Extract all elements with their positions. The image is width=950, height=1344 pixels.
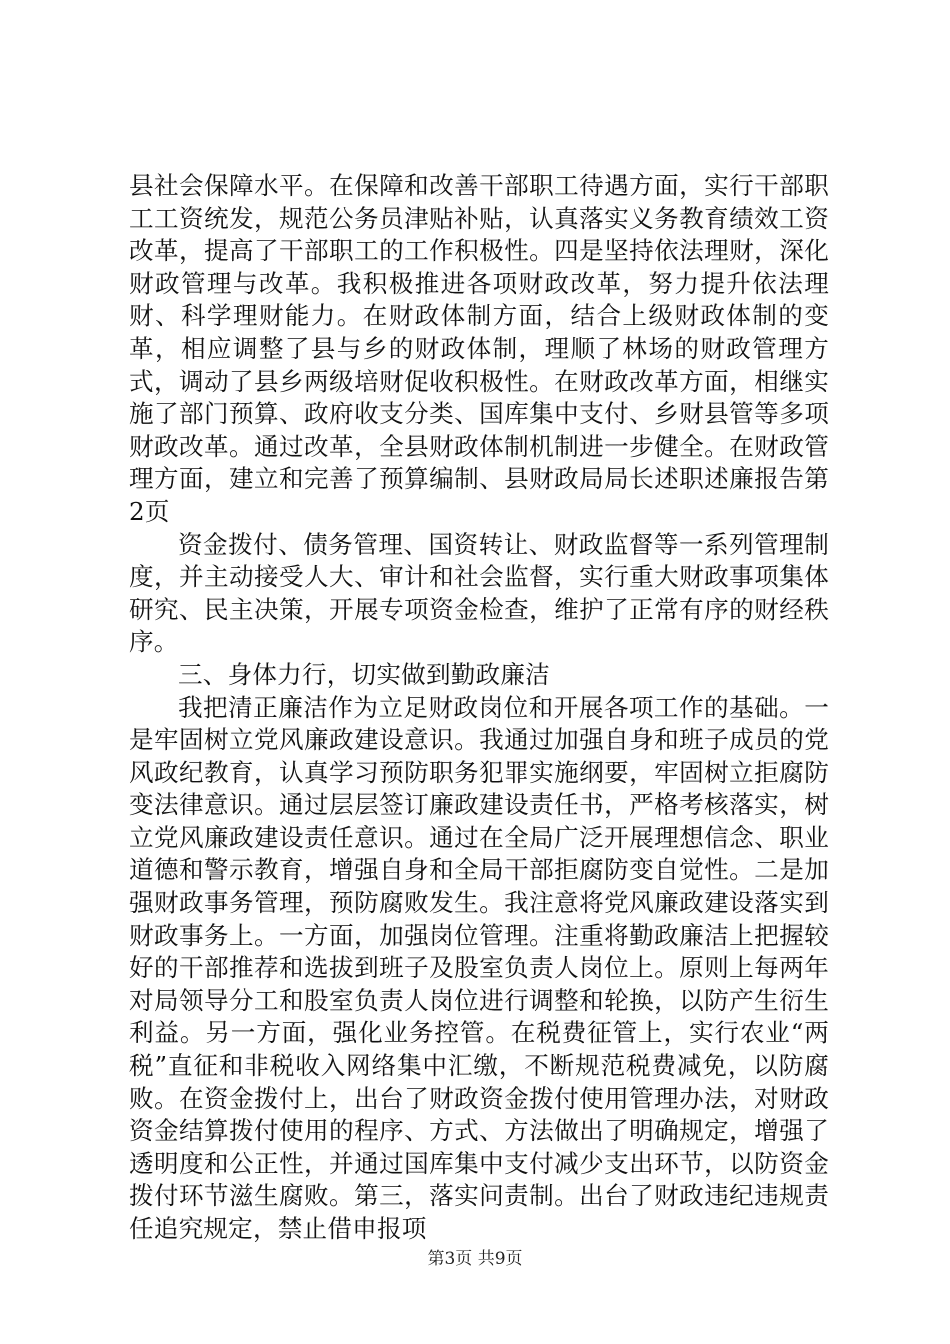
paragraph: 资金拨付、债务管理、国资转让、财政监督等一系列管理制度，并主动接受人大、审计和社会监督，实行重大财政事项集体研究、民主决策，开展专项资金检查，维护了正常有序的财经秩序。 — [129, 529, 829, 657]
section-heading: 三、身体力行，切实做到勤政廉洁 — [178, 659, 550, 689]
paragraph: 我把清正廉洁作为立足财政岗位和开展各项工作的基础。一是牢固树立党风廉政建设意识。我通过加强自身和班子成员的党风政纪教育，认真学习预防职务犯罪实施纲要，牢固树立拒腐防变法律意识。通过层层签订廉政建设责任书，严格考核落实，树立党风廉政建设责任意识。通过在全局广泛开展理想信念、职业道德和警示教育，增强自身和全局干部拒腐防变自觉性。二是加强财政事务管理，预防腐败发生。我注意将党风廉政建设落实到财政事务上。一方面，加强岗位管理。注重将勤政廉洁上把握较好的干部推荐和选拔到班子及股室负责人岗位上。原则上每两年对局领导分工和股室负责人岗位进行调整和轮换，以防产生衍生利益。另一方面，强化业务控管。在税费征管上，实行农业“两税”直征和非税收入网络集中汇缴，不断规范税费减免，以防腐败。在资金拨付上，出台了财政资金拨付使用管理办法，对财政资金结算拨付使用的程序、方式、方法做出了明确规定，增强了透明度和公正性，并通过国库集中支付减少支出环节，以防资金拨付环节滋生腐败。第三，落实问责制。出台了财政违纪违规责任追究规定，禁止借申报项 — [129, 692, 829, 1243]
paragraph: 县社会保障水平。在保障和改善干部职工待遇方面，实行干部职工工资统发，规范公务员津贴补贴，认真落实义务教育绩效工资改革，提高了干部职工的工作积极性。四是坚持依法理财，深化财政管理与改革。我积极推进各项财政改革，努力提升依法理财、科学理财能力。在财政体制方面，结合上级财政体制的变革，相应调整了县与乡的财政体制，理顺了林场的财政管理方式，调动了县乡两级培财促收积极性。在财政改革方面，相继实施了部门预算、政府收支分类、国库集中支付、乡财县管等多项财政改革。通过改革，全县财政体制机制进一步健全。在财政管理方面，建立和完善了预算编制、县财政局局长述职述廉报告第2页 — [129, 171, 829, 526]
page-footer: 第3页 共9页 — [427, 1249, 523, 1269]
document-body — [129, 170, 829, 1246]
